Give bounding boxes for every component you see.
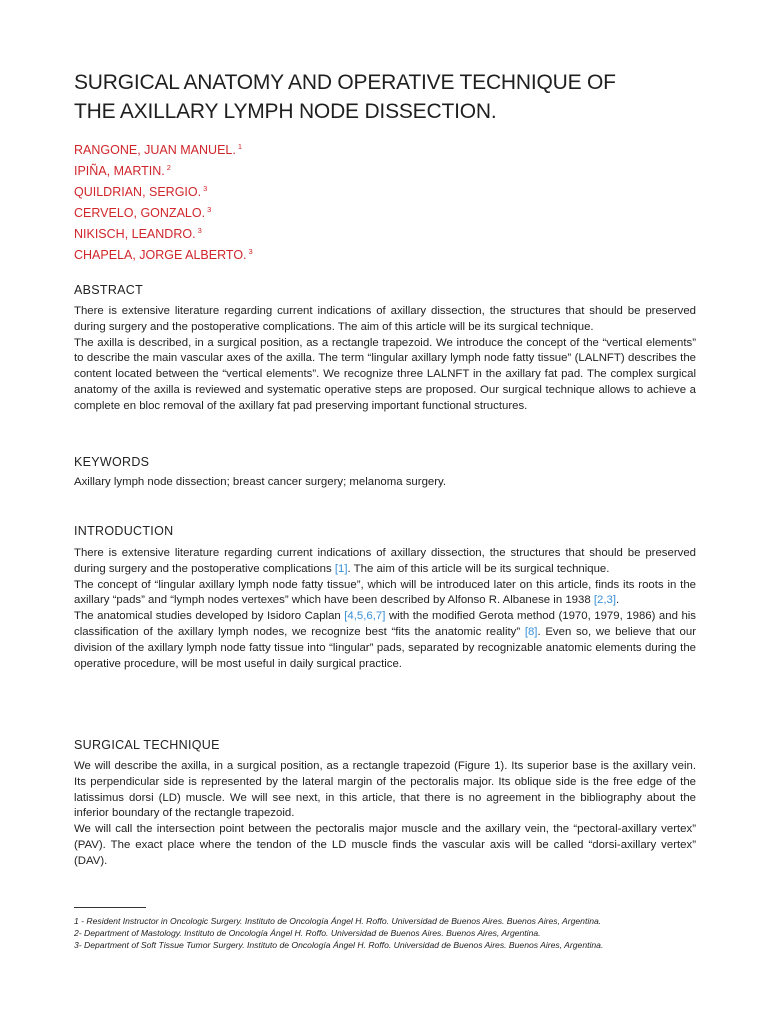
citation-link[interactable]: [1] [334, 562, 348, 575]
citation-link[interactable]: [4,5,6,7] [344, 610, 386, 623]
affiliation-mark: 3 [203, 184, 208, 193]
introduction-paragraph-2: The concept of “lingular axillary lymph node fatty tissue”, which will be introduced later on this article, finds its roots in the axillary “pads” and “lymph nodes vertexes” which have been described by Alfonso R. Albanese in 1938 [2,3]. [74, 578, 696, 607]
author: NIKISCH, LEANDRO. $^3$ [74, 226, 202, 241]
author: CHAPELA, JORGE ALBERTO. $^3$ [74, 247, 253, 262]
author: RANGONE, JUAN MANUEL. $^1$ [74, 142, 243, 157]
author-list [74, 138, 253, 264]
footnote-divider [74, 907, 146, 908]
paper-title [74, 68, 714, 126]
title-line-2: THE AXILLARY LYMPH NODE DISSECTION. [74, 100, 497, 123]
footnote: 1 - Resident Instructor in Oncologic Surgery. Instituto de Oncología Ángel H. Roffo. Universidad de Buenos Aires. Buenos Aires, Argentina. [74, 916, 602, 926]
technique-paragraph-2: We will call the intersection point between the pectoralis major muscle and the axillary vein, the “pectoral-axillary vertex” (PAV). The exact place where the tendon of the LD muscle finds the vascular axis will be called “dorsi-axillary vertex” (DAV). [74, 823, 696, 867]
keywords-text: Axillary lymph node dissection; breast cancer surgery; melanoma surgery. [74, 476, 447, 488]
keywords-heading: KEYWORDS [74, 455, 150, 469]
introduction-heading: INTRODUCTION [74, 524, 174, 538]
technique-heading: SURGICAL TECHNIQUE [74, 738, 220, 752]
technique-body [74, 759, 696, 870]
introduction-body [74, 546, 696, 672]
footnotes [74, 915, 714, 951]
footnote: 2- Department of Mastology. Instituto de Oncología Ángel H. Roffo. Universidad de Buenos Aires. Buenos Aires, Argentina. [74, 928, 541, 938]
technique-paragraph-1: We will describe the axilla, in a surgical position, as a rectangle trapezoid (Figure 1). Its superior base is the axillary vein. Its perpendicular side is represented by the lateral margin of the pectoralis major. Its oblique side is the free edge of the latissimus dorsi (LD) muscle. We will see next, in this article, that there is no agreement in the bibliography about the inferior boundary of the rectangle trapezoid. [74, 760, 696, 820]
affiliation-mark: 3 [197, 226, 202, 235]
affiliation-mark: 1 [237, 142, 243, 151]
affiliation-mark: 3 [207, 205, 212, 214]
author: QUILDRIAN, SERGIO. $^3$ [74, 184, 208, 199]
abstract-paragraph-1: There is extensive literature regarding current indications of axillary dissection, the structures that should be preserved during surgery and the postoperative complications. The aim of this article will be its surgical technique. [74, 305, 696, 333]
abstract-paragraph-2: The axilla is described, in a surgical position, as a rectangle trapezoid. We introduce the concept of the “vertical elements” to describe the main vascular axes of the axilla. The term “lingular axillary lymph node fatty tissue” (LALNFT) describes the content located between the “vertical elements”. We recognize three LALNFT in the axillary fat pad. The complex surgical anatomy of the axilla is reviewed and systematic operative steps are proposed. Our surgical technique allows to achieve a complete en bloc removal of the axillary fat pad preserving important functional structures. [74, 336, 696, 412]
introduction-paragraph-1: There is extensive literature regarding current indications of axillary dissection, the structures that should be preserved during surgery and the postoperative complications [1]. The aim of this article will be its surgical technique. [74, 547, 696, 575]
footnote: 3- Department of Soft Tissue Tumor Surgery. Instituto de Oncología Ángel H. Roffo. Universidad de Buenos Aires. Buenos Aires, Argentina. [74, 940, 604, 950]
abstract-body [74, 304, 696, 415]
author: CERVELO, GONZALO. $^3$ [74, 205, 212, 220]
affiliation-mark: 3 [248, 247, 253, 256]
title-line-1: SURGICAL ANATOMY AND OPERATIVE TECHNIQUE OF [74, 71, 616, 94]
citation-link[interactable]: [2,3] [593, 594, 617, 607]
abstract-heading: ABSTRACT [74, 283, 144, 297]
author: IPIÑA, MARTIN. $^2$ [74, 163, 171, 178]
introduction-paragraph-3: The anatomical studies developed by Isidoro Caplan [4,5,6,7] with the modified Gerota method (1970, 1979, 1986) and his classification of the axillary lymph nodes, we recognize best “fits the anatomic reality” [8]. Even so, we believe that our division of the axillary lymph node fatty tissue into “lingular” pads, separated by recognizable anatomic elements during the operative procedure, will be most useful in daily surgical practice. [74, 610, 697, 670]
affiliation-mark: 2 [166, 163, 171, 172]
citation-link[interactable]: [8] [524, 625, 538, 638]
